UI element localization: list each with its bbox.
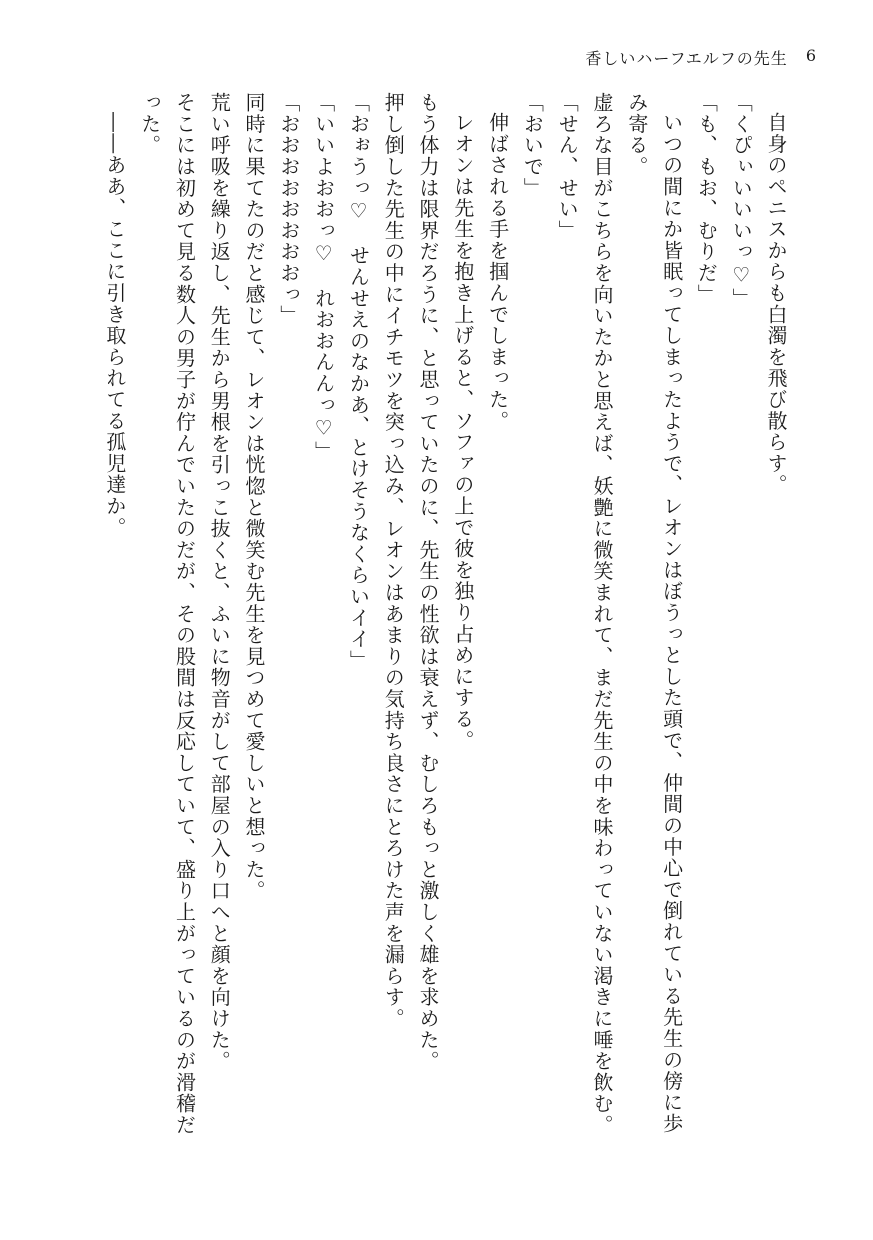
paragraph: 同時に果てたのだと感じて、レオンは恍惚と微笑む先生を見つめて愛しいと想った。 — [242, 92, 267, 902]
running-header — [585, 46, 817, 69]
paragraph: 「くぴぃいいいっ♡」 — [729, 92, 754, 309]
paragraph: 荒い呼吸を繰り返し、先生から男根を引っこ抜くと、ふいに物音がして部屋の入り口へと顔を向けた。 — [207, 92, 232, 1072]
paragraph: 「おぉうっ♡ せんせえのなかあ、とけそうなくらいイイ」 — [346, 92, 371, 672]
paragraph: レオンは先生を抱き上げると、ソファの上で彼を独り占めにする。 — [450, 112, 475, 751]
paragraph: そこには初めて見る数人の男子が佇んでいたのだが、その股間は反応していて、盛り上がっているのが滑稽だった。 — [137, 92, 197, 1136]
paragraph: もう体力は限界だろうに、と思っていたのに、先生の性欲は衰えず、むしろもっと激しく雄を求めた。 — [416, 92, 441, 1072]
page-number: 6 — [805, 46, 817, 65]
paragraph: 伸ばされる手を掴んでしまった。 — [485, 112, 510, 432]
paragraph: 「いいよおおっ♡ れおおんんっ♡」 — [311, 92, 336, 463]
book-title: 香しいハーフエルフの先生 — [585, 49, 788, 68]
paragraph: 押し倒した先生の中にイチモツを突っ込み、レオンはあまりの気持ち良さにとろけた声を漏らす。 — [381, 92, 406, 1030]
paragraph: 「おいで」 — [520, 92, 545, 199]
paragraph: 自身のペニスからも白濁を飛び散らす。 — [764, 112, 788, 496]
paragraph: ――ああ、ここに引き取られてる孤児達か。 — [102, 112, 127, 538]
paragraph: 「せん、せい」 — [555, 92, 580, 242]
paragraph: 「も、もお、むりだ」 — [694, 92, 719, 305]
paragraph: 虚ろな目がこちらを向いたかと思えば、妖艶に微笑まれて、まだ先生の中を味わっていない渇きに唾を飲む。 — [590, 92, 615, 1136]
paragraph: 「おおおおおおおおっ」 — [276, 92, 301, 327]
paragraph: いつの間にか皆眠ってしまったようで、レオンはぼうっとした頭で、仲間の中心で倒れている先生の傍に歩み寄る。 — [624, 92, 684, 1135]
vertical-body-text — [33, 92, 793, 1152]
